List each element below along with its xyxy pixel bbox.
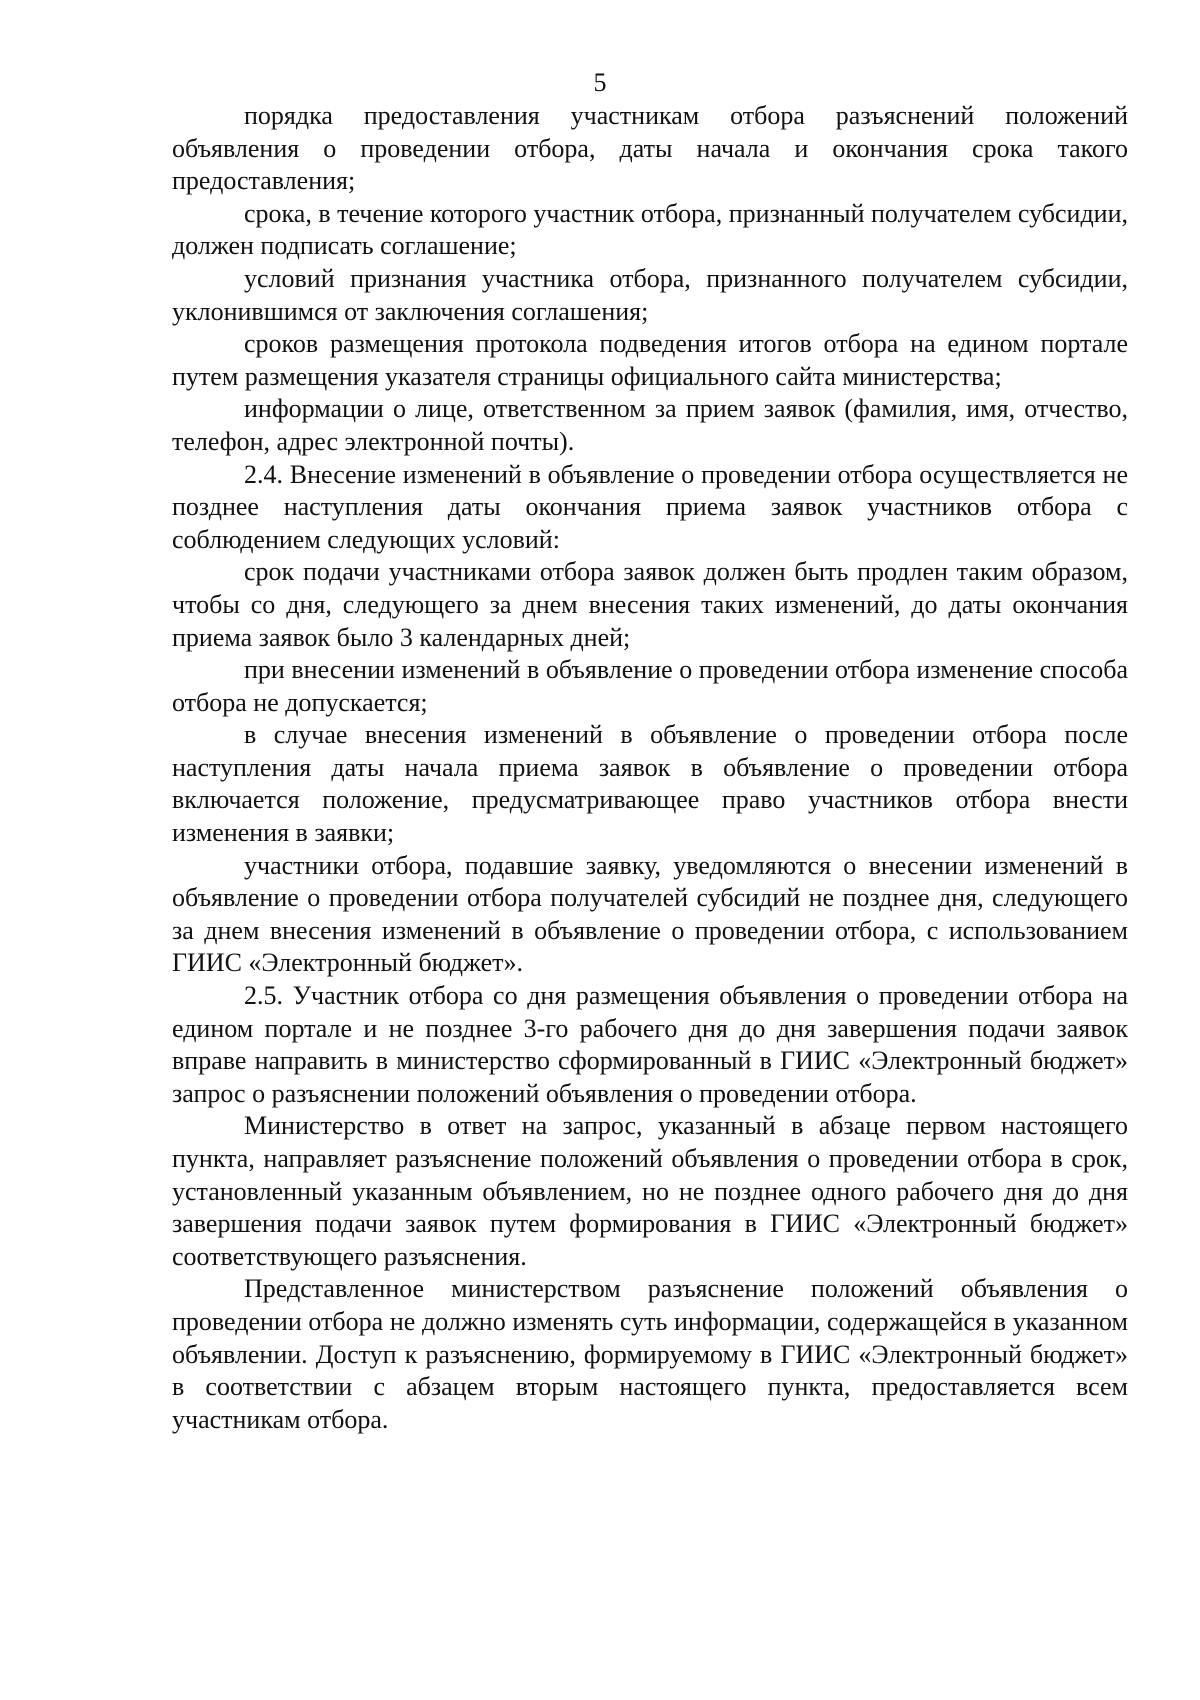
document-body bbox=[172, 100, 1128, 1436]
paragraph-clarification-procedure: порядка предоставления участникам отбора разъяснений положений объявления о проведении отбора, даты начала и окончания срока такого предоставления; bbox=[172, 101, 1128, 196]
paragraph-evasion-conditions: условий признания участника отбора, признанного получателем субсидии, уклонившимся от заключения соглашения; bbox=[172, 263, 1128, 326]
paragraph-participant-notification: участники отбора, подавшие заявку, уведомляются о внесении изменений в объявление о проведении отбора получателей субсидий не позднее дня, следующего за днем внесения изменений в объявление о проведении отбора, с использованием ГИИС «Электронный бюджет». bbox=[172, 850, 1128, 978]
paragraph-method-change-prohibited: при внесении изменений в объявление о проведении отбора изменение способа отбора не допускается; bbox=[172, 655, 1128, 717]
paragraph-agreement-signing-term: срока, в течение которого участник отбора, признанный получателем субсидии, должен подписать соглашение; bbox=[172, 198, 1128, 261]
paragraph-application-changes-right: в случае внесения изменений в объявление о проведении отбора после наступления даты начала приема заявок в объявление о проведении отбора включается положение, предусматривающее право участников отбора внести изменения в заявки; bbox=[172, 720, 1128, 848]
page-number: 5 bbox=[593, 68, 607, 97]
paragraph-responsible-person-info: информации о лице, ответственном за прием заявок (фамилия, имя, отчество, телефон, адрес электронной почты). bbox=[172, 394, 1128, 456]
paragraph-clause-2-5: 2.5. Участник отбора со дня размещения объявления о проведении отбора на едином портале и не позднее 3-го рабочего дня до дня завершения подачи заявок вправе направить в министерство сформированный в ГИИС «Электронный бюджет» запрос о разъяснении положений объявления о проведении отбора. bbox=[172, 981, 1128, 1108]
paragraph-protocol-posting-terms: сроков размещения протокола подведения итогов отбора на едином портале путем размещения указателя страницы официального сайта министерства; bbox=[172, 329, 1128, 391]
paragraph-ministry-response: Министерство в ответ на запрос, указанный в абзаце первом настоящего пункта, направляет разъяснение положений объявления о проведении отбора в срок, установленный указанным объявлением, но не позднее одного рабочего дня до дня завершения подачи заявок путем формирования в ГИИС «Электронный бюджет» соответствующего разъяснения. bbox=[172, 1111, 1128, 1271]
paragraph-deadline-extension: срок подачи участниками отбора заявок должен быть продлен таким образом, чтобы со дня, следующего за днем внесения таких изменений, до даты окончания приема заявок было 3 календарных дней; bbox=[172, 557, 1128, 652]
paragraph-clause-2-4: 2.4. Внесение изменений в объявление о проведении отбора осуществляется не позднее наступления даты окончания приема заявок участников отбора с соблюдением следующих условий: bbox=[172, 459, 1128, 554]
paragraph-clarification-access: Представленное министерством разъяснение положений объявления о проведении отбора не должно изменять суть информации, содержащейся в указанном объявлении. Доступ к разъяснению, формируемому в ГИИС «Электронный бюджет» в соответствии с абзацем вторым настоящего пункта, предоставляется всем участникам отбора. bbox=[172, 1274, 1128, 1434]
